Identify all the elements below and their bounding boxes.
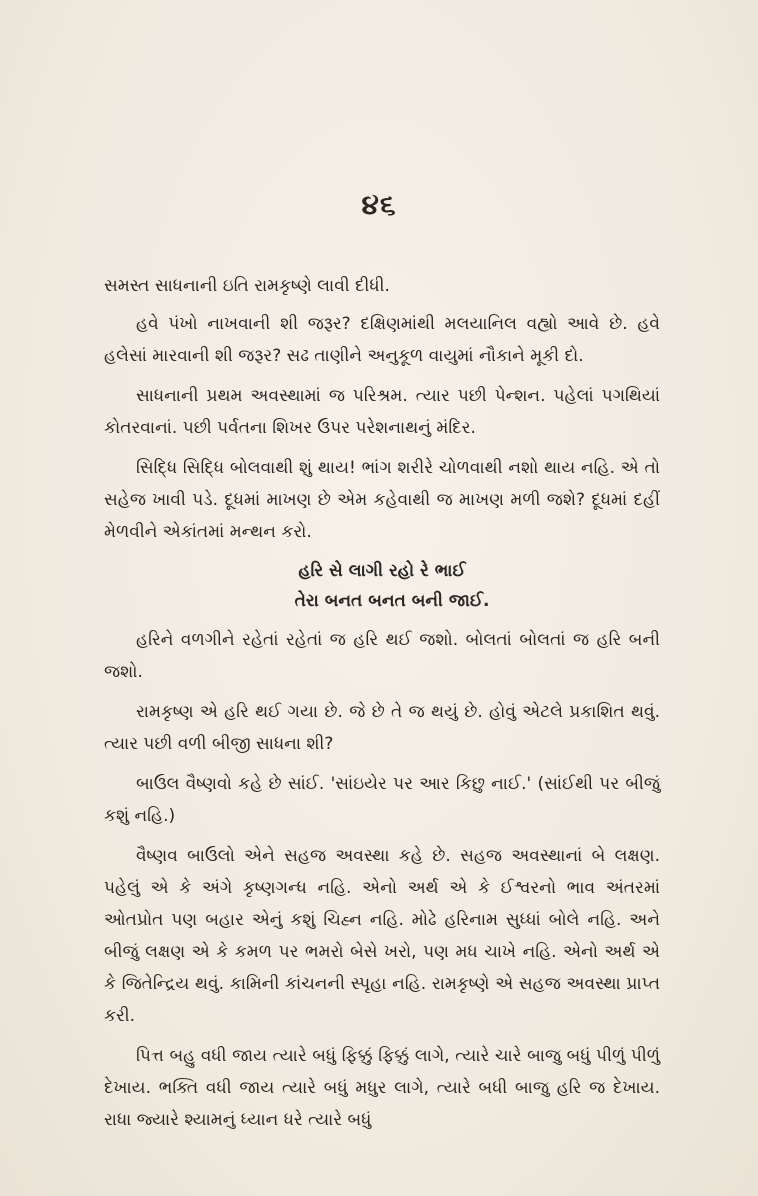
paragraph: હવે પંખો નાખવાની શી જરૂર? દક્ષિણમાંથી મલયાનિલ વહ્યો આવે છે. હવે હલેસાં મારવાની શી જરૂર? સઢ તાણીને અનુકૂળ વાયુમાં નૌકાને મૂકી દો. <box>104 314 660 366</box>
page-number: ૪૬ <box>361 188 397 221</box>
paragraph: રામકૃષ્ણ એ હરિ થઈ ગયા છે. જે છે તે જ થયું છે. હોવું એટલે પ્રકાશિત થવું. ત્યાર પછી વળી બીજી સાધના શી? <box>104 702 660 754</box>
paragraph: હરિને વળગીને રહેતાં રહેતાં જ હરિ થઈ જશો. બોલતાં બોલતાં જ હરિ બની જશો. <box>104 630 660 682</box>
body-text <box>104 270 660 1144</box>
paragraph: સિદ્ધિ સિદ્ધિ બોલવાથી શું થાય! ભાંગ શરીરે ચોળવાથી નશો થાય નહિ. એ તો સહેજ ખાવી પડે. દૂધમાં માખણ છે એમ કહેવાથી જ માખણ મળી જશે? દૂધમાં દહીં મેળવીને એકાંતમાં મન્થન કરો. <box>104 458 660 542</box>
verse-line: તેરા બનત બનત બની જાઈ. <box>294 591 490 611</box>
verse-line: હરિ સે લાગી રહો રે ભાઈ <box>298 561 466 581</box>
paragraph: વૈષ્ણવ બાઉલો એને સહજ અવસ્થા કહે છે. સહજ અવસ્થાનાં બે લક્ષણ. પહેલું એ કે અંગે કૃષ્ણગન્ધ નહિ. એનો અર્થ એ કે ઈશ્વરનો ભાવ અંતરમાં ઓતપ્રોત પણ બહાર એનું કશું ચિહ્ન નહિ. મોઢે હરિનામ સુધ્ધાં બોલે નહિ. અને બીજું લક્ષણ એ કે કમળ પર ભમરો બેસે ખરો, પણ મધ ચાખે નહિ. એનો અર્થ એ કે જિતેન્દ્રિય થવું. કામિની કાંચનની સ્પૃહા નહિ. રામકૃષ્ણે એ સહજ અવસ્થા પ્રાપ્ત કરી. <box>104 846 660 1026</box>
paragraph: સમસ્ત સાધનાની ઇતિ રામકૃષ્ણે લાવી દીધી. <box>104 276 390 296</box>
paragraph: બાઉલ વૈષ્ણવો કહે છે સાંઈ. 'સાંઇયેર પર આર કિછુ નાઈ.' (સાંઈથી પર બીજું કશું નહિ.) <box>104 774 660 826</box>
paragraph: પિત્ત બહુ વધી જાય ત્યારે બધું ફિક્કું ફિક્કું લાગે, ત્યારે ચારે બાજુ બધું પીળું પીળું દેખાય. ભક્તિ વધી જાય ત્યારે બધું મધુર લાગે, ત્યારે બધી બાજુ હરિ જ દેખાય. રાધા જ્યારે શ્યામનું ધ્યાન ધરે ત્યારે બધું <box>104 1046 660 1130</box>
paragraph: સાધનાની પ્રથમ અવસ્થામાં જ પરિશ્રમ. ત્યાર પછી પેન્શન. પહેલાં પગથિયાં કોતરવાનાં. પછી પર્વતના શિખર ઉપર પરેશનાથનું મંદિર. <box>104 386 660 438</box>
